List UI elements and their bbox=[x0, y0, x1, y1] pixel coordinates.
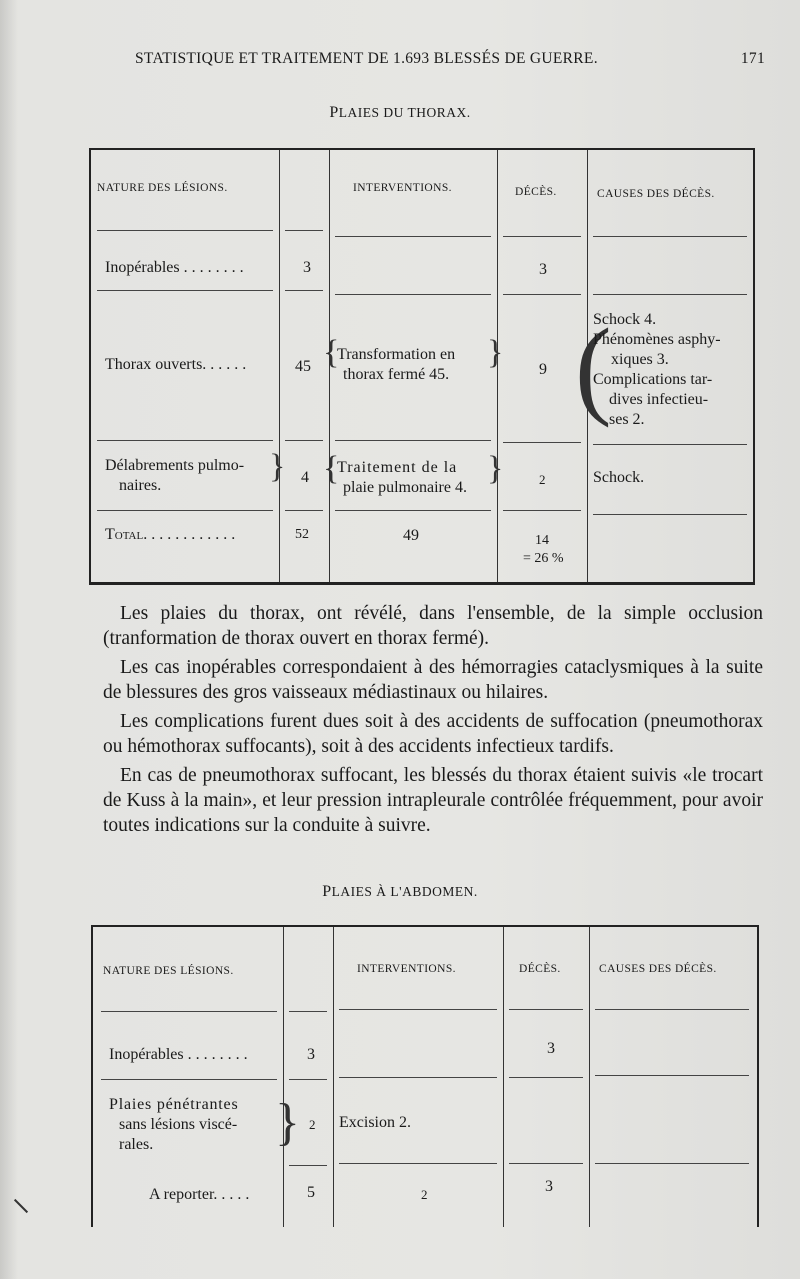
abdomen-carry-label: A reporter. . . . . bbox=[149, 1186, 250, 1203]
thorax-row-ouverts-cause-2: Phénomènes asphy- bbox=[593, 331, 721, 348]
abdomen-title-rest: LAIES À L'ABDOMEN. bbox=[331, 884, 478, 899]
brace: { bbox=[323, 334, 340, 371]
running-title: STATISTIQUE ET TRAITEMENT DE 1.693 BLESSÉS DE GUERRE. bbox=[135, 50, 598, 67]
abdomen-table bbox=[91, 925, 759, 1227]
abdomen-section-title bbox=[0, 883, 800, 901]
brace: { bbox=[323, 450, 340, 487]
brace: } bbox=[275, 1094, 300, 1151]
page-number: 171 bbox=[740, 50, 765, 67]
thorax-total-label: Total. . . . . . . . . . . . bbox=[105, 526, 236, 543]
abdomen-row-plaies-nature-3: rales. bbox=[119, 1136, 154, 1153]
scan-mark bbox=[14, 1199, 28, 1213]
paragraph: Les cas inopérables correspondaient à des hémorragies cataclysmiques à la suite de blessures des gros vaisseaux médiastinaux ou hilaires. bbox=[103, 657, 763, 703]
thorax-col-interventions: INTERVENTIONS. bbox=[353, 182, 452, 194]
thorax-total-percent: = 26 % bbox=[523, 551, 564, 566]
thorax-row-ouverts-intervention-2: thorax fermé 45. bbox=[343, 366, 450, 383]
thorax-row-delabrements-deces: 2 bbox=[539, 472, 546, 487]
abdomen-row-plaies-nature-1: Plaies pénétrantes bbox=[109, 1096, 239, 1113]
abdomen-row-inoperables-count: 3 bbox=[307, 1046, 315, 1063]
thorax-row-delabrements-intervention-2: plaie pulmonaire 4. bbox=[343, 479, 467, 496]
abdomen-row-plaies-count: 2 bbox=[309, 1117, 316, 1132]
thorax-section-title bbox=[0, 104, 800, 122]
thorax-row-inoperables-deces: 3 bbox=[539, 261, 547, 278]
abdomen-row-plaies-nature-2: sans lésions viscé- bbox=[119, 1116, 238, 1133]
brace: } bbox=[269, 448, 286, 485]
thorax-row-ouverts-nature: Thorax ouverts. . . . . . bbox=[105, 356, 247, 373]
thorax-row-ouverts-cause-6: ses 2. bbox=[609, 411, 645, 428]
thorax-row-delabrements-nature-2: naires. bbox=[119, 477, 162, 494]
thorax-row-delabrements-intervention-1: Traitement de la bbox=[337, 459, 458, 476]
abdomen-col-causes: CAUSES DES DÉCÈS. bbox=[599, 963, 717, 975]
thorax-title-initial: P bbox=[329, 104, 339, 121]
body-text bbox=[103, 601, 763, 842]
abdomen-carry-interventions: 2 bbox=[421, 1187, 428, 1202]
abdomen-carry-deces: 3 bbox=[545, 1178, 553, 1195]
thorax-row-delabrements-nature-1: Délabrements pulmo- bbox=[105, 457, 245, 474]
thorax-row-ouverts-cause-4: Complications tar- bbox=[593, 371, 713, 388]
brace: ( bbox=[575, 306, 612, 428]
thorax-row-delabrements-count: 4 bbox=[301, 469, 309, 486]
brace: } bbox=[487, 450, 504, 487]
thorax-total-deces: 14 bbox=[535, 533, 549, 548]
abdomen-col-deces: DÉCÈS. bbox=[519, 963, 561, 975]
running-head bbox=[135, 50, 765, 68]
paragraph: Les plaies du thorax, ont révélé, dans l'ensemble, de la simple occlusion (tranformation de thorax ouvert en thorax fermé). bbox=[103, 603, 763, 649]
abdomen-title-initial: P bbox=[322, 883, 332, 900]
thorax-total-count: 52 bbox=[295, 527, 309, 542]
thorax-row-ouverts-cause-1: Schock 4. bbox=[593, 311, 657, 328]
thorax-row-inoperables-count: 3 bbox=[303, 259, 311, 276]
paragraph: Les complications furent dues soit à des accidents de suffocation (pneumothorax ou hémothorax suffocants), soit à des accidents infectieux tardifs. bbox=[103, 711, 763, 757]
thorax-row-ouverts-deces: 9 bbox=[539, 361, 547, 378]
thorax-row-delabrements-causes: Schock. bbox=[593, 469, 645, 486]
brace: } bbox=[487, 334, 504, 371]
thorax-row-ouverts-cause-3: xiques 3. bbox=[611, 351, 669, 368]
thorax-total-interventions: 49 bbox=[403, 527, 419, 544]
thorax-title-rest: LAIES DU THORAX. bbox=[338, 105, 471, 120]
thorax-col-causes: CAUSES DES DÉCÈS. bbox=[597, 188, 715, 200]
abdomen-col-nature: NATURE DES LÉSIONS. bbox=[103, 965, 234, 977]
paragraph: En cas de pneumothorax suffocant, les blessés du thorax étaient suivis «le trocart de Kuss à la main», et leur pression intrapleurale contrôlée fréquemment, pour avoir toutes indications sur la conduite à suivre. bbox=[103, 765, 763, 836]
abdomen-col-interventions: INTERVENTIONS. bbox=[357, 963, 456, 975]
thorax-table bbox=[89, 148, 755, 585]
thorax-row-ouverts-cause-5: dives infectieu- bbox=[609, 391, 709, 408]
thorax-row-ouverts-count: 45 bbox=[295, 358, 311, 375]
thorax-col-deces: DÉCÈS. bbox=[515, 186, 557, 198]
abdomen-row-plaies-intervention: Excision 2. bbox=[339, 1114, 411, 1131]
abdomen-row-inoperables-nature: Inopérables . . . . . . . . bbox=[109, 1046, 248, 1063]
abdomen-row-inoperables-deces: 3 bbox=[547, 1040, 555, 1057]
thorax-col-nature: NATURE DES LÉSIONS. bbox=[97, 182, 228, 194]
thorax-row-ouverts-intervention-1: Transformation en bbox=[337, 346, 456, 363]
thorax-row-inoperables-nature: Inopérables . . . . . . . . bbox=[105, 259, 244, 276]
abdomen-carry-count: 5 bbox=[307, 1184, 315, 1201]
